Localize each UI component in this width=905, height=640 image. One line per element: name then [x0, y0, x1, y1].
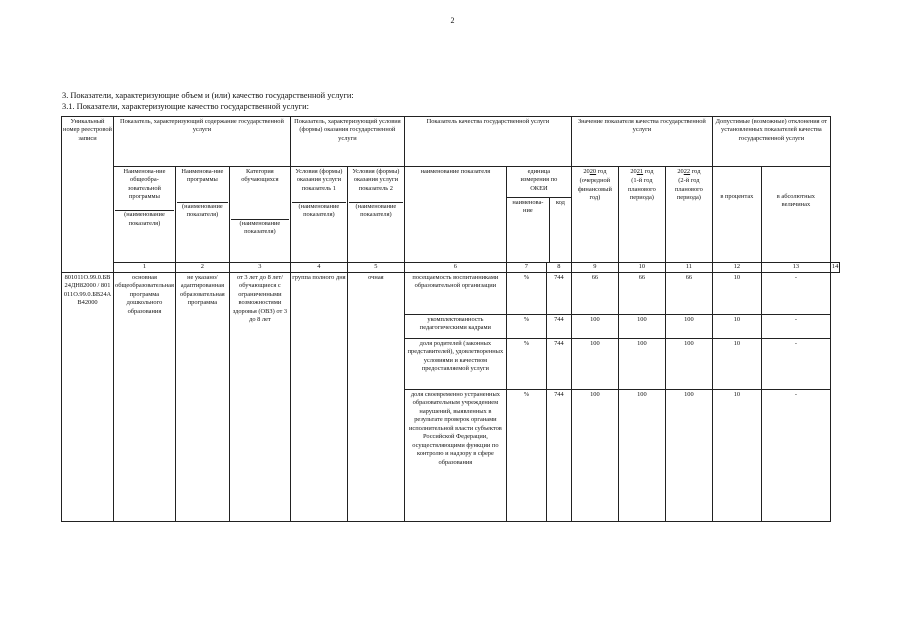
indicator-year-1: 100	[571, 339, 618, 390]
column-number: 12	[712, 263, 761, 273]
header-program-name: Наименова-ние общеобра-зовательной программы (наименование показателя)	[114, 167, 176, 263]
header-conditions-group: Показатель, характеризующий условия (формы) оказания государственной услуги	[290, 117, 404, 167]
indicator-code: 744	[546, 339, 571, 390]
indicator-percent: 10	[712, 339, 761, 390]
program-name: основная общеобразовательная программа дошкольного образования	[114, 273, 176, 522]
indicator-code: 744	[546, 273, 571, 315]
indicator-percent: 10	[712, 315, 761, 339]
column-number: 11	[665, 263, 712, 273]
indicator-year-3: 66	[665, 273, 712, 315]
indicator-name: доля своевременно устраненных образовательным учреждением нарушений, выявленных в результате проверок органами исполнительной власти субъектов Российской Федерации, осуществляющими функции по контролю и надзору в сфере образования	[404, 390, 506, 522]
indicator-absolute: -	[761, 273, 830, 315]
program-type: не указано/ адаптированная образовательная программа	[175, 273, 229, 522]
header-unit: единица измерения по ОКЕИ	[507, 167, 571, 198]
header-note: (наименование показателя)	[231, 219, 289, 237]
indicator-unit: %	[506, 315, 546, 339]
indicator-name: укомплектованность педагогическими кадрами	[404, 315, 506, 339]
column-number: 8	[546, 263, 571, 273]
column-number: 9	[571, 263, 618, 273]
column-number: 6	[404, 263, 506, 273]
header-year-3: 2022 год (2-й год планового периода)	[665, 167, 712, 263]
indicator-year-3: 100	[665, 390, 712, 522]
header-note: (наименование показателя)	[349, 202, 403, 220]
section-title: 3. Показатели, характеризующие объем и (или) качество государственной услуги:	[62, 91, 354, 100]
column-number: 10	[618, 263, 665, 273]
indicator-code: 744	[546, 315, 571, 339]
indicator-year-2: 100	[618, 339, 665, 390]
header-value-group: Значение показателя качества государственной услуги	[571, 117, 712, 167]
indicator-year-3: 100	[665, 339, 712, 390]
indicator-year-2: 66	[618, 273, 665, 315]
header-year-2: 2021 год (1-й год планового периода)	[618, 167, 665, 263]
indicator-year-2: 100	[618, 315, 665, 339]
indicator-name: посещаемость воспитанниками образовательной организации	[404, 273, 506, 315]
column-number: 2	[175, 263, 229, 273]
column-number: 5	[347, 263, 404, 273]
header-note: (наименование показателя)	[177, 202, 228, 220]
registry-code: 801011О.99.0.БВ24ДН82000 / 801011О.99.0.БВ24АВ42000	[62, 273, 114, 522]
page-number: 2	[450, 16, 455, 25]
column-number: 13	[761, 263, 830, 273]
indicator-unit: %	[506, 339, 546, 390]
header-condition-1: Условия (формы) оказания услуги показатель 1 (наименование показателя)	[290, 167, 347, 263]
header-unit-code: код	[555, 199, 565, 206]
header-category: Категория обучающихся (наименование показателя)	[229, 167, 290, 263]
header-deviation-group: Допустимые (возможные) отклонения от установленных показателей качества государственной услуги	[712, 117, 830, 167]
indicator-unit: %	[506, 273, 546, 315]
column-number: 1	[114, 263, 176, 273]
header-unit-block	[506, 167, 571, 263]
indicator-year-1: 100	[571, 315, 618, 339]
column-number: 7	[506, 263, 546, 273]
header-note: (наименование показателя)	[292, 202, 346, 220]
header-absolute: в абсолютных величинах	[761, 167, 830, 263]
indicator-year-1: 100	[571, 390, 618, 522]
header-note: (наименование показателя)	[115, 210, 174, 228]
column-number: 3	[229, 263, 290, 273]
indicator-year-2: 100	[618, 390, 665, 522]
header-percent: в процентах	[712, 167, 761, 263]
header-content-group: Показатель, характеризующий содержание государственной услуги	[114, 117, 291, 167]
indicator-year-1: 66	[571, 273, 618, 315]
group-type: группа полного дня	[290, 273, 347, 522]
header-program-type: Наименова-ние программы (наименование показателя)	[175, 167, 229, 263]
indicator-absolute: -	[761, 339, 830, 390]
header-unit-name: наименова-ние	[507, 198, 550, 262]
header-year-1: 2020 год (очередной финансовый год)	[571, 167, 618, 263]
indicator-percent: 10	[712, 273, 761, 315]
column-number: 14	[830, 263, 839, 273]
header-indicator-name: наименование показателя	[404, 167, 506, 263]
header-condition-2: Условия (формы) оказания услуги показатель 2 (наименование показателя)	[347, 167, 404, 263]
subsection-title: 3.1. Показатели, характеризующие качество государственной услуги:	[62, 102, 309, 111]
indicator-unit: %	[506, 390, 546, 522]
column-number: 4	[290, 263, 347, 273]
quality-indicators-table	[61, 116, 840, 522]
indicator-percent: 10	[712, 390, 761, 522]
header-registry: Уникальный номер реестровой записи	[62, 117, 114, 273]
indicator-absolute: -	[761, 390, 830, 522]
indicator-code: 744	[546, 390, 571, 522]
student-category: от 3 лет до 8 лет/ обучающиеся с ограниченными возможностями здоровья (ОВЗ) от 3 до 8 лет	[229, 273, 290, 522]
indicator-year-3: 100	[665, 315, 712, 339]
header-quality-group: Показатель качества государственной услуги	[404, 117, 571, 167]
study-form: очная	[347, 273, 404, 522]
indicator-absolute: -	[761, 315, 830, 339]
indicator-name: доля родителей (законных представителей), удовлетворенных условиями и качеством предоставляемой услуги	[404, 339, 506, 390]
